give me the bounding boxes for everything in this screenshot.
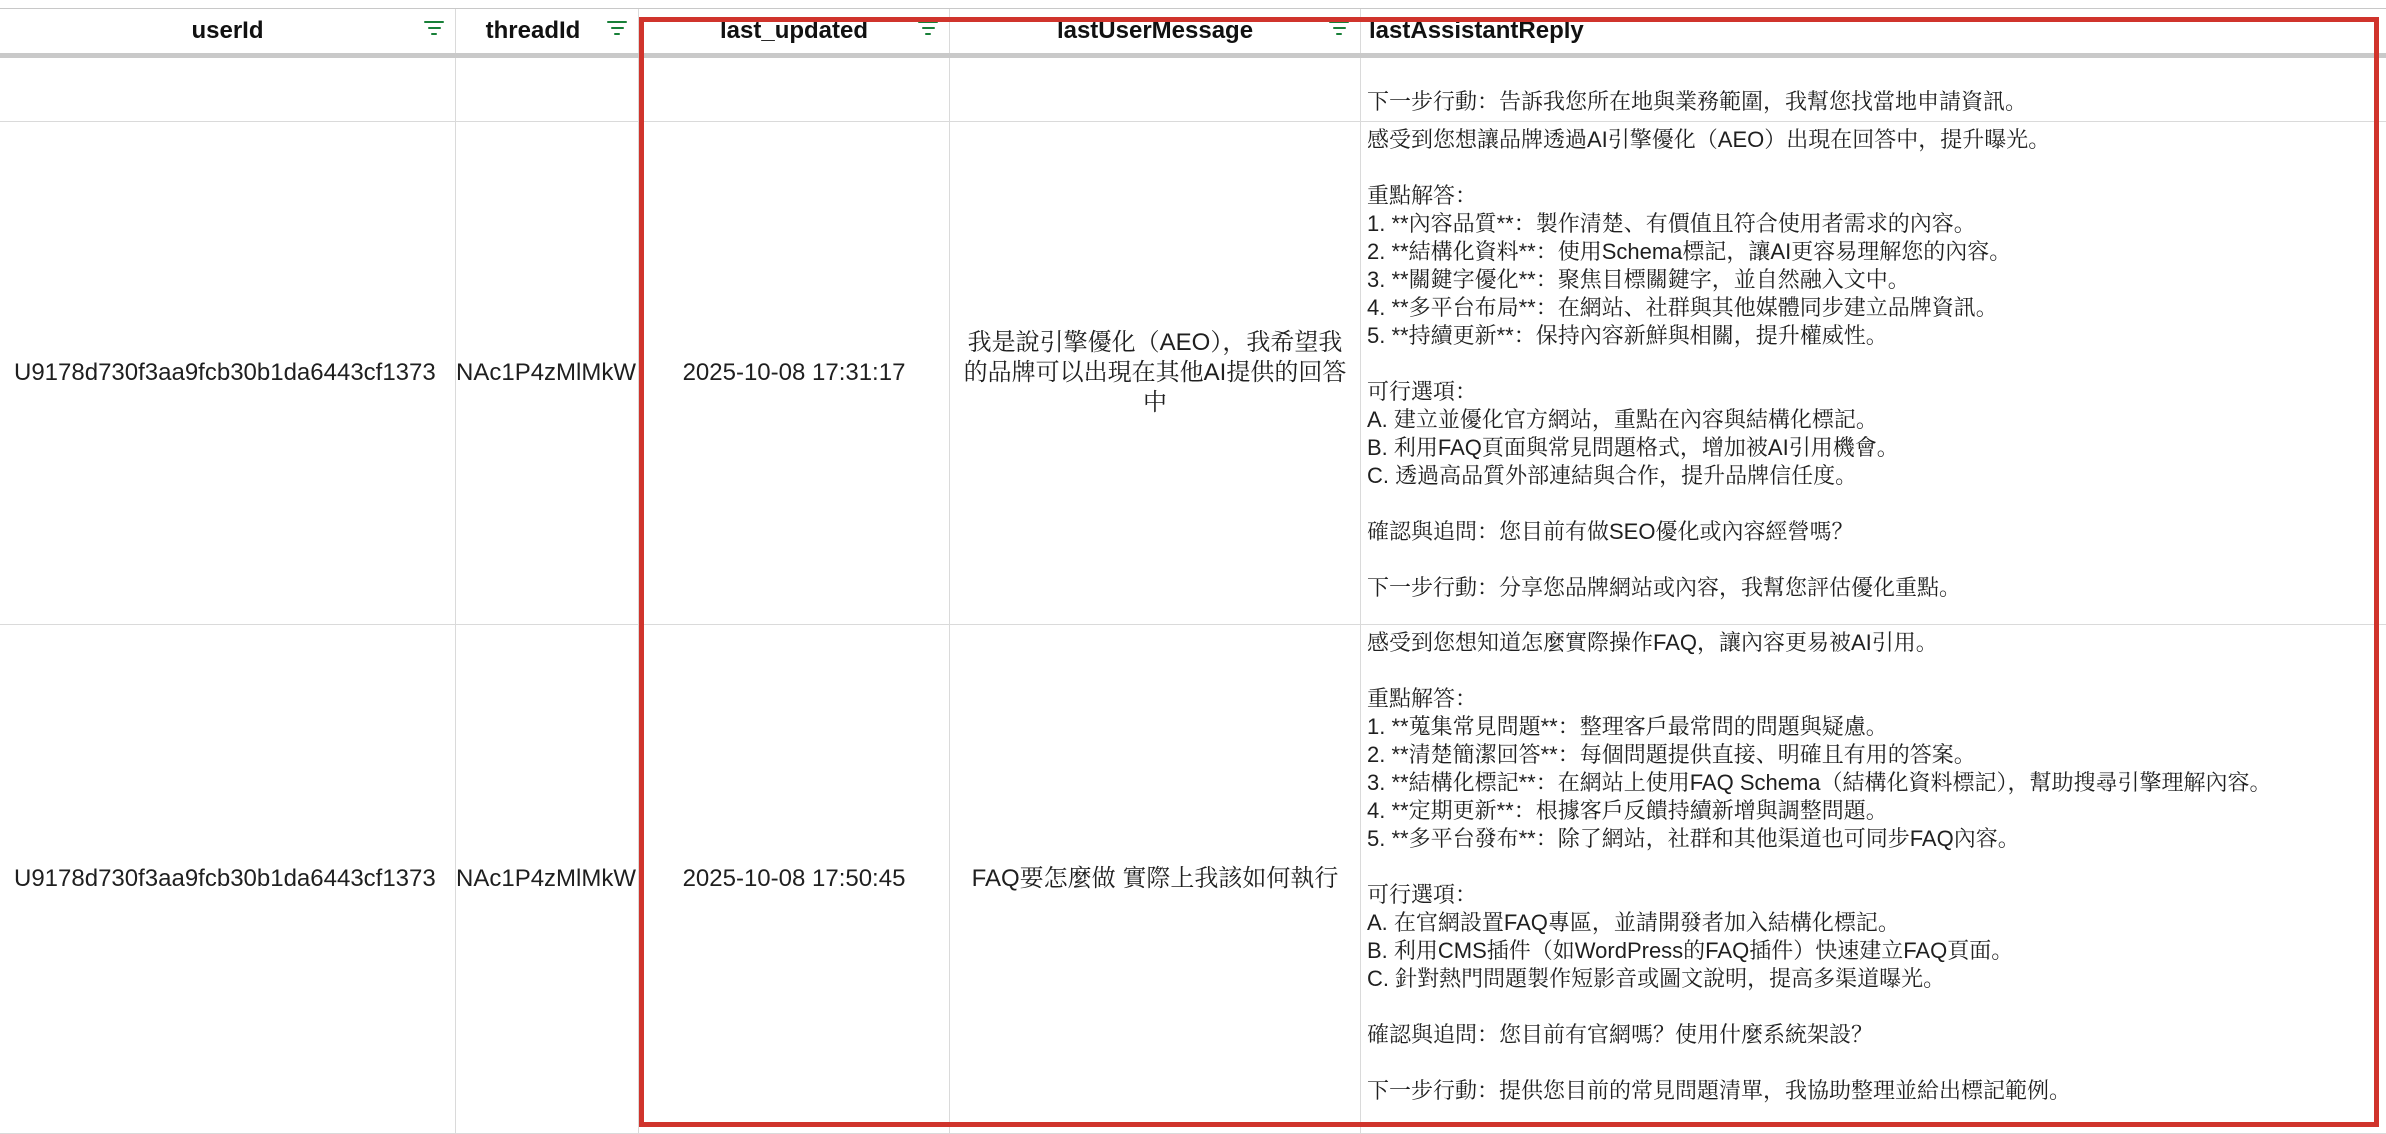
cell-userid[interactable]: U9178d730f3aa9fcb30b1da6443cf1373 (0, 122, 456, 625)
cell-last-assistant-reply[interactable]: 下一步行動：告訴我您所在地與業務範圍，我幫您找當地申請資訊。 (1361, 58, 2386, 122)
column-header-last-user-message[interactable] (950, 9, 1361, 53)
cell-userid[interactable]: U9178d730f3aa9fcb30b1da6443cf1373 (0, 625, 456, 1134)
cell-threadid[interactable]: NAc1P4zMlMkW (456, 122, 639, 625)
cell-last-assistant-reply[interactable]: 感受到您想讓品牌透過AI引擎優化（AEO）出現在回答中，提升曝光。 重點解答： 1. **內容品質**：製作清楚、有價值且符合使用者需求的內容。 2. **結構化資料**：使用Schema標記，讓AI更容易理解您的內容。 3. **關鍵字優化**：聚焦目標關鍵字，並自然融入文中。 4. **多平台布局**：在網站、社群與其他媒體同步建立品牌資訊。 5. **持續更新**：保持內容新鮮與相關，提升權威性。 可行選項： A. 建立並優化官方網站，重點在內容與結構化標記。 B. 利用FAQ頁面與常見問題格式，增加被AI引用機會。 C. 透過高品質外部連結與合作，提升品牌信任度。 確認與追問：您目前有做SEO優化或內容經營嗎？ 下一步行動：分享您品牌網站或內容，我幫您評估優化重點。 (1361, 122, 2386, 625)
cell-last-user-message[interactable]: 我是說引擎優化（AEO），我希望我的品牌可以出現在其他AI提供的回答中 (950, 122, 1361, 625)
column-header-userid[interactable] (0, 9, 456, 53)
cell-threadid[interactable] (456, 58, 639, 122)
column-header-label: last_updated (719, 17, 869, 44)
column-header-last-updated[interactable] (639, 9, 950, 53)
column-header-label: lastAssistantReply (1369, 17, 1584, 44)
column-header-label: userId (191, 17, 264, 44)
column-header-label: lastUserMessage (1056, 17, 1254, 44)
cell-last-assistant-reply[interactable]: 感受到您想知道怎麼實際操作FAQ，讓內容更易被AI引用。 重點解答： 1. **蒐集常見問題**：整理客戶最常問的問題與疑慮。 2. **清楚簡潔回答**：每個問題提供直接、明確且有用的答案。 3. **結構化標記**：在網站上使用FAQ Schema（結構化資料標記），幫助搜尋引擎理解內容。 4. **定期更新**：根據客戶反饋持續新增與調整問題。 5. **多平台發布**：除了網站，社群和其他渠道也可同步FAQ內容。 可行選項： A. 在官網設置FAQ專區，並請開發者加入結構化標記。 B. 利用CMS插件（如WordPress的FAQ插件）快速建立FAQ頁面。 C. 針對熱門問題製作短影音或圖文說明，提高多渠道曝光。 確認與追問：您目前有官網嗎？使用什麼系統架設？ 下一步行動：提供您目前的常見問題清單，我協助整理並給出標記範例。 (1361, 625, 2386, 1134)
cell-last-updated[interactable]: 2025-10-08 17:31:17 (639, 122, 950, 625)
cell-last-user-message[interactable]: FAQ要怎麼做 實際上我該如何執行 (950, 625, 1361, 1134)
cell-last-updated[interactable]: 2025-10-08 17:50:45 (639, 625, 950, 1134)
column-header-label: threadId (485, 17, 581, 44)
column-header-threadid[interactable] (456, 9, 639, 53)
filter-icon[interactable] (606, 21, 628, 39)
cell-threadid[interactable]: NAc1P4zMlMkW (456, 625, 639, 1134)
cell-last-user-message[interactable] (950, 58, 1361, 122)
filter-icon[interactable] (423, 21, 445, 39)
filter-icon[interactable] (917, 21, 939, 39)
cell-userid[interactable] (0, 58, 456, 122)
cell-last-updated[interactable] (639, 58, 950, 122)
column-header-last-assistant-reply[interactable] (1361, 9, 2386, 53)
filter-icon[interactable] (1328, 21, 1350, 39)
